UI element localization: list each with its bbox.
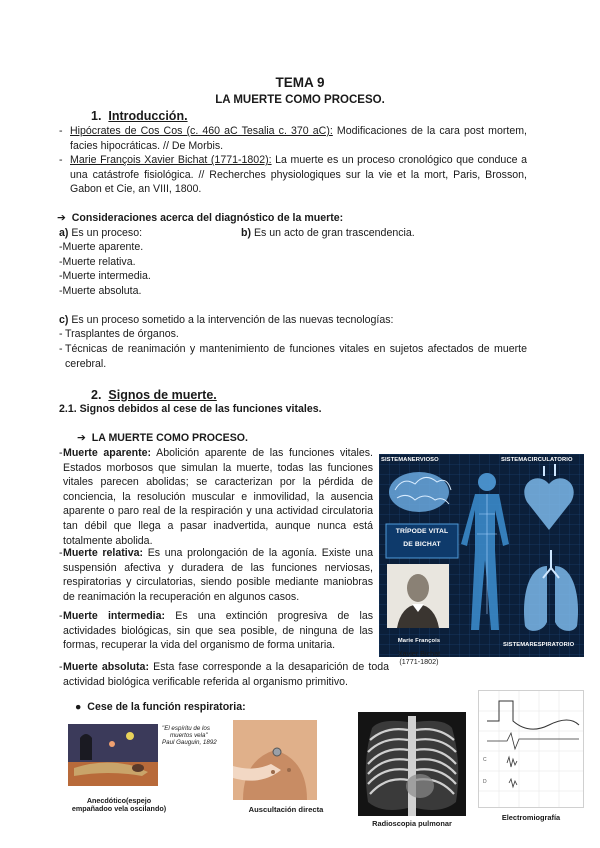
tripode-title-line2: DE BICHAT xyxy=(403,541,441,548)
emg-chart-image xyxy=(478,690,584,808)
section-1-heading xyxy=(91,108,188,125)
arrow-icon: ➔ xyxy=(77,432,86,444)
author-hipocrates: Hipócrates de Cos Cos (c. 460 aC Tesalia c. 370 aC): xyxy=(70,125,333,137)
gauguin-painting xyxy=(68,724,158,786)
page-title: TEMA 9 xyxy=(275,75,325,90)
section-2-title: Signos de muerte. xyxy=(108,388,217,402)
auscultation-illustration xyxy=(233,720,317,800)
label-circulatorio: SISTEMACIRCULATORIO xyxy=(501,457,573,463)
bichat-portrait xyxy=(387,564,449,628)
muerte-absoluta-item: - Muerte absoluta: Esta fase corresponde a la desaparición de toda actividad biológica verificable referida al organismo primitivo. xyxy=(59,661,389,688)
list-item: - Trasplantes de órganos. xyxy=(59,328,179,340)
entry-text-hipocrates: Modificaciones de la cara post mortem, facies hipocráticas. // De Morbis. xyxy=(70,125,527,152)
list-item: -Muerte relativa. xyxy=(59,255,136,268)
list-a xyxy=(59,240,151,298)
emg-illustration xyxy=(479,691,583,807)
consideration-c xyxy=(59,313,394,328)
portrait-caption-extra xyxy=(380,650,458,667)
portrait-caption-1: Marie François xyxy=(397,638,441,644)
arrow-heading-text: LA MUERTE COMO PROCESO. xyxy=(91,432,248,444)
section-2-1-heading: 2.1. Signos debidos al cese de las funciones vitales. xyxy=(59,403,322,415)
label-c: c) xyxy=(59,314,69,326)
painting-caption-1: Anecdótico(espejo xyxy=(86,796,152,805)
painting-author: Paul Gauguin, 1892 xyxy=(162,739,217,747)
text-aparente: Abolición aparente de las funciones vitales. Estados morbosos que simulan la muerte, todas las funciones vitales parecen abolidas; se caracterizan por la pérdida de conciencia, la resolución muscular e inmovilidad, la ausencia aparente o paro real de la respiración y una actividad circulatoria tan débil que llega a pasar inadvertida, aunque nunca está totalmente abolida. xyxy=(63,447,373,547)
muerte-aparente-item: - Muerte aparente: Abolición aparente de las funciones vitales. Estados morbosos que simulan la muerte, todas las funciones vitales parecen abolidas; se caracterizan por la pérdida de conciencia, la resolución muscular e inmovilidad, la ausencia aparente o paro real de la respiración y una actividad circulatoria tan débil que llega a pasar inadvertida, aunque nunca está totalmente abolida. xyxy=(59,447,373,547)
svg-text:C: C xyxy=(483,757,487,763)
painting-quote-2: muertos vela" xyxy=(170,732,208,740)
portrait-caption-3: (1771-1802) xyxy=(399,657,439,667)
respiratory-heading xyxy=(75,700,246,715)
auscultation-photo xyxy=(233,720,317,800)
auscultation-caption: Auscultación directa xyxy=(248,805,324,814)
text-relativa: Es una prolongación de la agonía. Existe una suspensión afectiva y duradera de las funciones nerviosas, respiratorias y circulatorias, siendo posible mediante maniobras de reanimación la recuperación en algunos casos. xyxy=(63,547,373,603)
bullet-icon: ● xyxy=(75,701,82,713)
xray-caption: Radioscopia pulmonar xyxy=(372,819,452,828)
list-item: -Muerte intermedia. xyxy=(59,270,151,283)
list-item: -Muerte aparente. xyxy=(59,241,144,253)
considerations-heading-text: Consideraciones acerca del diagnóstico de la muerte: xyxy=(71,212,344,224)
term-relativa: Muerte relativa: xyxy=(63,547,144,559)
term-intermedia: Muerte intermedia: xyxy=(63,610,166,622)
label-b: b) xyxy=(241,227,251,239)
text-absoluta: Esta fase corresponde a la desaparición de toda actividad biológica verificable referida al organismo primitivo. xyxy=(63,661,389,688)
arrow-icon: ➔ xyxy=(57,212,66,224)
xray-illustration xyxy=(358,712,466,816)
label-a: a) xyxy=(59,227,69,239)
arrow-heading xyxy=(77,431,248,446)
painting-quote xyxy=(162,725,222,746)
section-2-number: 2. xyxy=(91,388,102,402)
section-1-number: 1. xyxy=(91,109,102,123)
respiratory-heading-text: Cese de la función respiratoria: xyxy=(87,701,246,713)
text-b: Es un acto de gran trascendencia. xyxy=(251,227,415,239)
considerations-heading xyxy=(57,211,343,226)
term-aparente: Muerte aparente: xyxy=(63,447,152,459)
muerte-intermedia-item: - Muerte intermedia: Es una extinción progresiva de las actividades biológicas, sin que sea posible, de ninguna de las formas, recuperar la vida del organismo de forma unitaria. xyxy=(59,610,374,652)
consideration-b xyxy=(241,226,415,241)
xray-image xyxy=(358,712,466,816)
list-item: -Muerte absoluta. xyxy=(59,284,142,297)
text-c: Es un proceso sometido a la intervención de las nuevas tecnologías: xyxy=(68,314,394,326)
label-respiratorio: SISTEMARESPIRATORIO xyxy=(503,642,575,648)
entry-text-bichat: La muerte es un proceso cronológico que conduce a una catástrofe fisiológica. // Recherches physiologiques sur la vie et la mort, Paris, Brosson, Gabon et Cie, an VIII, 1800. xyxy=(70,154,527,196)
painting-illustration xyxy=(68,724,158,786)
painting-caption-2: empañadoo vela oscilando) xyxy=(71,804,167,814)
term-absoluta: Muerte absoluta: xyxy=(63,661,149,673)
tripode-illustration xyxy=(379,454,584,657)
text-intermedia: Es una extinción progresiva de las actividades biológicas, sin que sea posible, de ninguna de las formas, recuperar la vida del organismo de forma unitaria. xyxy=(63,610,374,652)
tripode-title-line1: TRÍPODE VITAL xyxy=(395,528,449,535)
painting-caption xyxy=(64,797,174,814)
muerte-relativa-item: - Muerte relativa: Es una prolongación de la agonía. Existe una suspensión afectiva y duradera de las funciones nerviosas, respiratorias y circulatorias, siendo posible mediante maniobras de reanimación la recuperación en algunos casos. xyxy=(59,547,373,603)
portrait-caption xyxy=(381,638,457,644)
author-bichat: Marie François Xavier Bichat (1771-1802): xyxy=(70,154,272,166)
painting-quote-1: "El espíritu de los xyxy=(162,725,210,732)
page-subtitle: LA MUERTE COMO PROCESO. xyxy=(215,94,385,106)
intro-entry-bichat: - Marie François Xavier Bichat (1771-1802): La muerte es un proceso cronológico que conduce a una catástrofe fisiológica. // Recherches physiologiques sur la vie et la mort, Paris, Brosson, Gabon et Cie, an VIII, 1800. xyxy=(59,154,527,196)
consideration-a xyxy=(59,226,142,241)
label-nervioso: SISTEMANERVIOSO xyxy=(381,457,439,463)
text-a: Es un proceso: xyxy=(68,227,143,239)
emg-caption: Electromiografía xyxy=(501,813,561,822)
portrait-caption-2: Xavier Bichat xyxy=(397,649,441,658)
tripode-vital-figure xyxy=(379,454,584,657)
svg-text:D: D xyxy=(483,779,487,785)
intro-entry-hipocrates: - Hipócrates de Cos Cos (c. 460 aC Tesalia c. 370 aC): Modificaciones de la cara post mortem, facies hipocráticas. // De Morbis. xyxy=(59,125,527,152)
list-item: - Técnicas de reanimación y mantenimiento de funciones vitales en sujetos afectados de muerte cerebral. xyxy=(59,343,527,370)
section-1-title: Introducción. xyxy=(108,109,188,123)
